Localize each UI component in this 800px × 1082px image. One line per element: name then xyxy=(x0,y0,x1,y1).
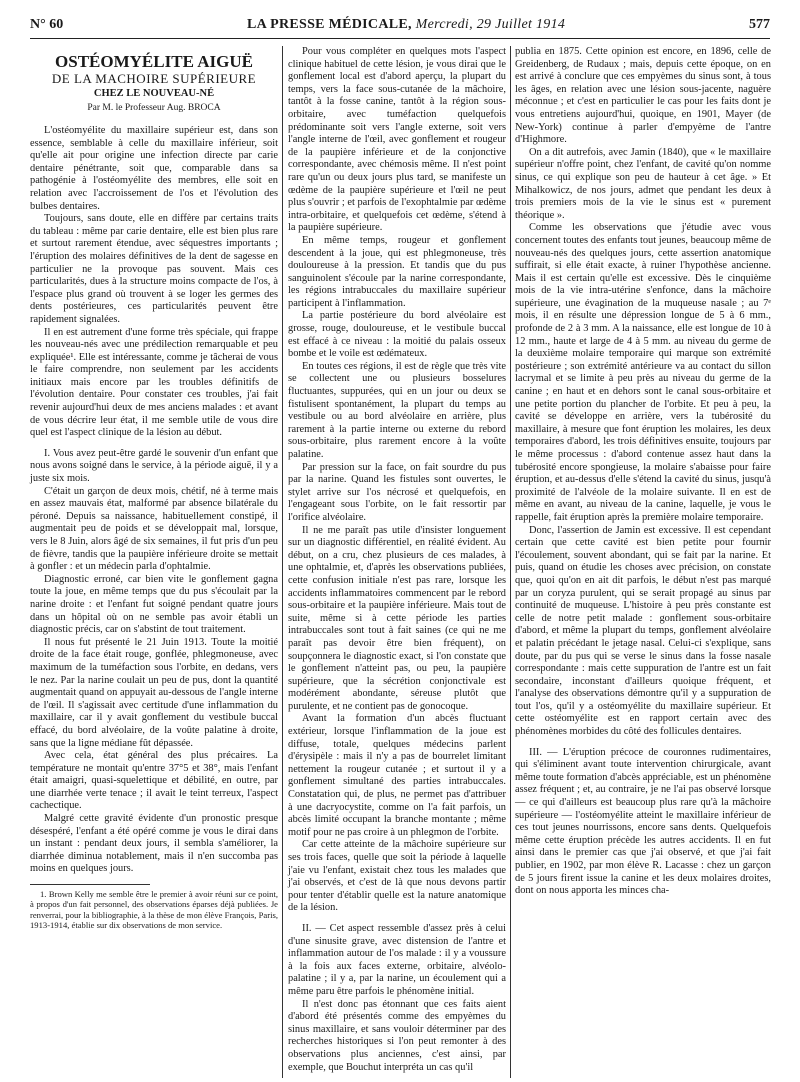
paragraph: Donc, l'assertion de Jamin est excessive. Il est cependant certain que cette cavité est bien petite pour fournir l'écoulement, souvent abondant, qui se fait par la narine. Et puis, quand on étudie les choses avec précision, on constate que, quoi qu'on en ait dit parfois, le début n'est pas marqué par un coryza purulent, qui se serait propagé au sinus par continuité de muqueuse. L'histoire à peu près constante est celle de notre petit malade : gonflement sous-orbitaire d'abord, et même la plupart du temps, gonflement alvéolaire et palatin précédant le jetage nasal. Celui-ci s'explique, sans doute, par du pus qui se verse le sinus dans la fosse nasale correspondante : mais cette suppuration de l'antre est un fait secondaire, inconstant d'ailleurs quoique fréquent, et l'analyse des observations démontre qu'il y a suppuration de tout l'os, qu'il y a ostéomyélite du maxillaire supérieur. Et cette ostéomyélite est en rapport certain avec des phénomènes morbides du côté des follicules dentaires. xyxy=(515,524,771,738)
paragraph: publia en 1875. Cette opinion est encore, en 1896, celle de Greidenberg, de Rudaux ; mais, depuis cette époque, on en est arrivé à conclure que ces empyèmes du sinus sont, à tous les âges, en relation avec une lésion sous-jacente, naguère méconnue ; et c'est en particulier le cas pour les faits dont je vous entretiens aujourd'hui, quoique, en 1901, Mayer (de New-York) continue à parler d'empyème de l'antre d'Highmore. xyxy=(515,46,771,146)
article-subtitle: DE LA MACHOIRE SUPÉRIEURE xyxy=(51,71,257,86)
paragraph: Diagnostic erroné, car bien vite le gonflement gagna toute la joue, en même temps que du pus s'écoulait par la narine droite : et l'enfant fut soigné pendant quatre jours dans un hôpital où on ne semble pas avoir établi un diagnostic précis, car on s'abstint de tout traitement. xyxy=(30,573,278,636)
paragraph: Car cette atteinte de la mâchoire supérieure sur ses trois faces, quelle que soit la période à laquelle j'aie vu l'enfant, existait chez tous les malades que j'ai observés, et c'est de là que nous devons partir pour tenter d'établir quelle est la nature anatomique de la lésion. xyxy=(288,839,506,914)
paragraph: C'était un garçon de deux mois, chétif, né à terme mais en assez mauvais état, malformé par absence bilatérale du péroné. Depuis sa naissance, habituellement constipé, il augmentait peu de poids et se développait mal, lorsque, vers le 8 Juin, alors âgé de six semaines, il fut pris d'un peu de fièvre, tandis que la paupière inférieure droite se mettait à gonfler : et un médecin parla d'ophtalmie. xyxy=(30,485,278,573)
paragraph: Pour vous compléter en quelques mots l'aspect clinique habituel de cette lésion, je vous dirai que le gonflement local est d'abord aperçu, la plupart du temps, vers la face sous-cutanée de la mâchoire, tantôt à la fosse canine, tantôt à la région sous-orbitaire, avec tuméfaction quelquefois prédominante soit vers l'angle externe, soit vers l'angle interne de l'œil, avec gonflement et rougeur de la paupière inférieure et de la conjonctive correspondante, avec chémosis même. Il n'est point rare qu'un ou deux jours plus tard, se manifeste un œdème de la paupière supérieure et l'œil ne peut plus s'ouvrir ; et parfois de l'exophtalmie par œdème intra-orbitaire, et quelquefois cet œdème, s'étend à la paupière supérieure. xyxy=(288,46,506,234)
column-divider-2 xyxy=(510,46,511,1078)
page-header xyxy=(30,14,770,36)
journal-title-line xyxy=(247,17,565,33)
article-author: Par M. le Professeur Aug. BROCA xyxy=(87,103,221,113)
paragraph: Il nous fut présenté le 21 Juin 1913. Toute la moitié droite de la face était rouge, gonflée, phlegmoneuse, avec maximum de la tuméfaction sous l'orbite, en dedans, vers le nez. Par la narine coulait un peu de pus, dont la quantité augmentait quand on appuyait au-dessous de l'angle interne de l'œil. Il s'agissait avec certitude d'une inflammation du maxillaire, car il y avait gonflement du vestibule buccal effacé, du bord alvéolaire, de la voûte palatine à droite, sans que la ligne médiane fût dépassée. xyxy=(30,636,278,749)
column-3 xyxy=(515,46,771,898)
paragraph: Malgré cette gravité évidente d'un pronostic presque désespéré, l'enfant a été opéré comme je vous le dirai dans un instant : pendant deux jours, il sembla s'améliorer, la diarrhée diminua notablement, mais il n'en succomba pas moins en quelques jours. xyxy=(30,813,278,875)
page-number: 577 xyxy=(749,17,770,32)
paragraph: Comme les observations que j'étudie avec vous concernent toutes des enfants tout jeunes, beaucoup même de nouveau-nés des quelques jours, cette assertion anatomique suffirait, si elle était exacte, à ruiner l'hypothèse ancienne. Mais il est certain qu'elle est excessive. Dès le cinquième mois de la vie intra-utérine s'enfonce, dans la mâchoire supérieure, une évagination de la muqueuse nasale ; au 7ᵉ mois, il en résulte une dépression longue de 5 à 6 mm., profonde de 2 à 3 mm. A la naissance, elle est longue de 10 à 12 mm., haute et large de 4 à 5 mm. au niveau du germe de la deuxième molaire temporaire qui marque son extrémité postérieure ; son extrémité antérieure va au contact du sillon lacrymal et se limite à peu près au niveau du germe de la canine ; en haut et en dehors sont le canal sous-orbitaire et une petite portion du plancher de l'orbite. Et peu à peu, la cavité se développe en arrière, vers la tubérosité du maxillaire, à mesure que font éruption les molaires, les deux temporaires d'abord, les trois définitives ensuite, toujours par le même processus : d'abord contenue assez haut dans la tubérosité encore spongieuse, la molaire s'abaisse pour faire éruption, et au-dessus d'elle s'étend la cavité du sinus, jusqu'à proximité de l'alvéole de la molaire suivante. Il en est de même en avant, au niveau de la canine, laquelle, je vous le rappelle, fait éruption après la première molaire temporaire. xyxy=(515,222,771,523)
header-rule xyxy=(30,38,770,39)
paragraph: Toujours, sans doute, elle en diffère par certains traits du tableau : même par carie dentaire, elle est bien plus rare et surtout rarement étendue, avec séquestres importants ; l'éruption des molaires définitives de la dent de sagesse en particulier ne la provoque pas souvent. Mais ces particularités, dues à la structure moins compacte de l'os, à l'espace plus grand où trouvent à se loger les germes des dents postérieures, ces particularités peuvent être rapidement signalées. xyxy=(30,213,278,325)
footnote: 1. Brown Kelly me semble être le premier à avoir réuni sur ce point, à propos d'un fait personnel, des observations éparses déjà publiées. Je renverrai, pour la bibliographie, à la thèse de mon élève François, Paris, 1913-1914, établie sur dix observations de mon service. xyxy=(30,889,278,931)
issue-date: Mercredi, 29 Juillet 1914 xyxy=(415,17,566,32)
paragraph: L'ostéomyélite du maxillaire supérieur est, dans son essence, semblable à celle du maxillaire inférieur, soit qu'elle ait pour origine une infection directe par carie dentaire pénétrante, soit que, comparable dans sa pathogénie à l'ostéomyélite des membres, elle soit en relation avec l'accroissement de l'os et l'évolution des bulbes dentaires. xyxy=(30,125,278,212)
footnote-rule xyxy=(30,884,150,885)
paragraph: La partie postérieure du bord alvéolaire est grosse, rouge, douloureuse, et le vestibule buccal est effacé à ce niveau : la moitié du palais osseux bombe et le voile est œdémateux. xyxy=(288,310,506,360)
paragraph: Avant la formation d'un abcès fluctuant extérieur, lorsque l'inflammation de la joue est diffuse, totale, quelques médecins parlent d'érysipèle : mais il n'y a pas de bourrelet limitant nettement la rougeur cutanée ; et surtout il y a gonflement simultané des parties intrabuccales. Constatation qui, de plus, ne permet pas d'attribuer à une dacryocystite, comme on l'a fait parfois, un abcès limité occupant la branche montante ; même motif pour ne pas croire à un phlegmon de l'orbite. xyxy=(288,713,506,838)
paragraph: II. — Cet aspect ressemble d'assez près à celui d'une sinusite grave, avec distension de l'antre et inflammation autour de l'os malade : il y a voussure à la fois aux faces externe, orbitaire, alvéolo-palatine ; il y a, par la narine, un écoulement qui a même paru être parfois le phénomène initial. xyxy=(288,922,506,997)
paragraph: Par pression sur la face, on fait sourdre du pus par la narine. Quand les fistules sont ouvertes, le stylet arrive sur l'os nécrosé et quelquefois, en l'engageant sous l'orbite, on le fait ressortir par l'orifice alvéolaire. xyxy=(288,461,506,523)
journal-name: LA PRESSE MÉDICALE, xyxy=(247,17,412,32)
paragraph: On a dit autrefois, avec Jamin (1840), que « le maxillaire supérieur n'offre point, chez l'enfant, de cavité qu'on nomme sinus, ce qui explique son peu de hauteur à cet âge. » Et Mihalkowicz, de nos jours, admet que pendant les deux à trois premiers mois de la vie le sinus est « purement théorique ». xyxy=(515,146,771,221)
article-subtitle-2: CHEZ LE NOUVEAU-NÉ xyxy=(93,88,215,99)
paragraph: En même temps, rougeur et gonflement descendent à la joue, qui est phlegmoneuse, très douloureuse à la pression. Et tandis que du pus sanguinolent s'écoule par la narine correspondante, les régions intrabuccales du maxillaire supérieur participent à l'inflammation. xyxy=(288,234,506,309)
paragraph: III. — L'éruption précoce de couronnes rudimentaires, qui s'éliminent avant toute intervention chirurgicale, avant même toute formation d'abcès appréciable, est un phénomène assez fréquent ; et, au contraire, je ne l'ai pas observé lorsque — ce qui d'ailleurs est beaucoup plus rare qu'à la mâchoire supérieure — l'ostéomyélite atteint le maxillaire inférieur de ces tout jeunes nourrissons, encore sans dents. Quelquefois même cette éruption précède les autres accidents. Il en fut ainsi dans le premier cas que j'ai observé, et que j'ai fait publier, en 1902, par mon élève R. Lacasse : chez un garçon de 5 jours firent issue la canine et les deux molaires droites, dont on nous apporta les minces cha- xyxy=(515,746,771,897)
paragraph: En toutes ces régions, il est de règle que très vite se collectent une ou plusieurs bosselures fluctuantes, suppurées, qui en un jour ou deux se fistulisent spontanément, la plupart du temps au vestibule ou au bord alvéolaire en arrière, plus rarement à la partie interne ou externe du rebord sous-orbitaire, plus rarement encore à la voûte palatine. xyxy=(288,360,506,460)
article-title: OSTÉOMYÉLITE AIGUË xyxy=(55,52,253,71)
column-2 xyxy=(288,46,506,1074)
column-divider-1 xyxy=(282,46,283,1078)
paragraph: Avec cela, état général des plus précaires. La température ne montait qu'entre 37°5 et 38°, mais l'enfant était amaigri, quasi-squelettique et débilité, en outre, par une diarrhée verte tenace ; il avait le teint terreux, l'aspect cachectique. xyxy=(30,750,278,812)
paragraph: I. Vous avez peut-être gardé le souvenir d'un enfant que nous avons soigné dans le service, à la période aiguë, il y a juste six mois. xyxy=(30,447,278,485)
paragraph: Il en est autrement d'une forme très spéciale, qui frappe les nouveau-nés avec une prédilection remarquable et peu expliquée¹. Elle est intéressante, comme je tâcherai de vous le faire comprendre, non seulement par les accidents initiaux mais encore par les troubles définitifs de l'évolution dentaire. Pour constater ces troubles, j'ai fait revenir aujourd'hui deux de mes anciens malades : et avant de vous décrire leur état, il me semble utile de vous dire quel est l'aspect clinique de la lésion au début. xyxy=(30,326,278,439)
issue-number: N° 60 xyxy=(30,17,64,32)
paragraph: Il ne me paraît pas utile d'insister longuement sur un diagnostic différentiel, en réalité évident. Au début, on a cru, chez plusieurs de ces malades, à une ophtalmie, et, d'après les observations publiées, cette confusion initiale n'est pas rare, lorsque les accidents inflammatoires commencent par le rebord sous-orbitaire et la paupière inférieure. Mais tout de suite, même si à cette période les parties intrabuccales sont tout à fait saines (ce qui ne me paraît pas devoir être bien fréquent), on soupçonnera le diagnostic exact, si l'on constate que le gonflement n'atteint pas, ou peu, la paupière supérieure, que la sécrétion conjonctivale est modérément abondante, séreuse plutôt que purulente, et ne contient pas de gonocoque. xyxy=(288,524,506,712)
column-1 xyxy=(30,46,278,931)
paragraph: Il n'est donc pas étonnant que ces faits aient d'abord été présentés comme des empyèmes du sinus maxillaire, et sans vouloir déterminer par des recherches historiques si l'on peut remonter à des observations plus anciennes, c'est ainsi, par exemple, que Bouchut interpréta un cas qu'il xyxy=(288,998,506,1073)
